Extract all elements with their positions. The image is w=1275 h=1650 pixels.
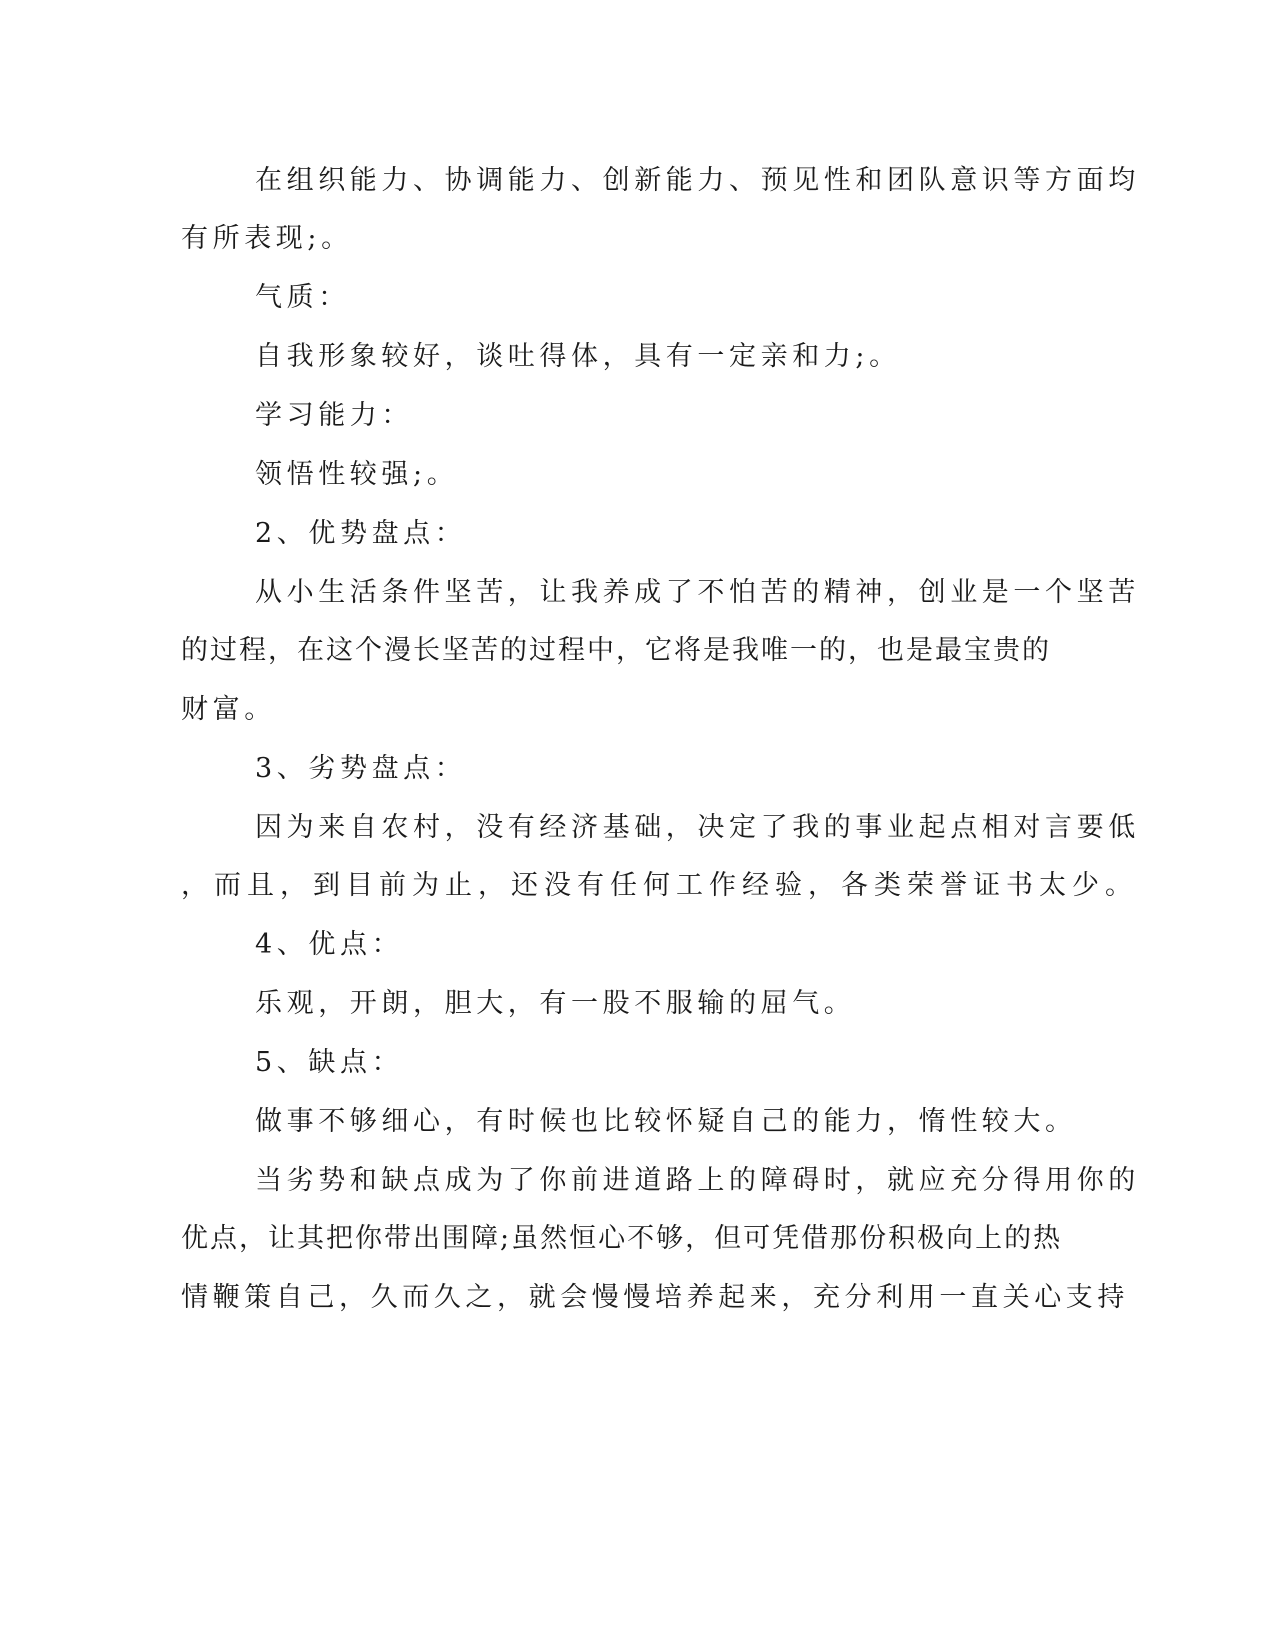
text-line-3: 气质： (255, 282, 350, 313)
text-line-20: 情鞭策自己，久而久之，就会慢慢培养起来，充分利用一直关心支持 (181, 1282, 1129, 1313)
text-line-4: 自我形象较好，谈吐得体，具有一定亲和力;。 (255, 341, 901, 372)
text-line-1: 在组织能力、协调能力、创新能力、预见性和团队意识等方面均 (255, 165, 1140, 196)
text-line-9: 的过程，在这个漫长坚苦的过程中，它将是我唯一的，也是最宝贵的 (181, 635, 1051, 666)
text-line-13: ，而且，到目前为止，还没有任何工作经验，各类荣誉证书太少。 (181, 870, 1138, 901)
text-line-12: 因为来自农村，没有经济基础，决定了我的事业起点相对言要低 (255, 812, 1140, 843)
text-line-7: 2、优势盘点： (255, 518, 467, 549)
text-line-18: 当劣势和缺点成为了你前进道路上的障碍时，就应充分得用你的 (255, 1165, 1140, 1196)
text-line-10: 财富。 (181, 694, 276, 725)
text-line-8: 从小生活条件坚苦，让我养成了不怕苦的精神，创业是一个坚苦 (255, 577, 1140, 608)
text-line-15: 乐观，开朗，胆大，有一股不服输的屈气。 (255, 988, 856, 1019)
text-line-14: 4、优点： (255, 929, 404, 960)
text-line-16: 5、缺点： (255, 1047, 404, 1078)
text-line-6: 领悟性较强;。 (255, 459, 459, 490)
text-line-2: 有所表现;。 (181, 223, 353, 254)
text-line-11: 3、劣势盘点： (255, 753, 467, 784)
text-line-5: 学习能力： (255, 400, 413, 431)
text-line-17: 做事不够细心，有时候也比较怀疑自己的能力，惰性较大。 (255, 1106, 1077, 1137)
text-line-19: 优点，让其把你带出围障;虽然恒心不够，但可凭借那份积极向上的热 (181, 1223, 1063, 1254)
